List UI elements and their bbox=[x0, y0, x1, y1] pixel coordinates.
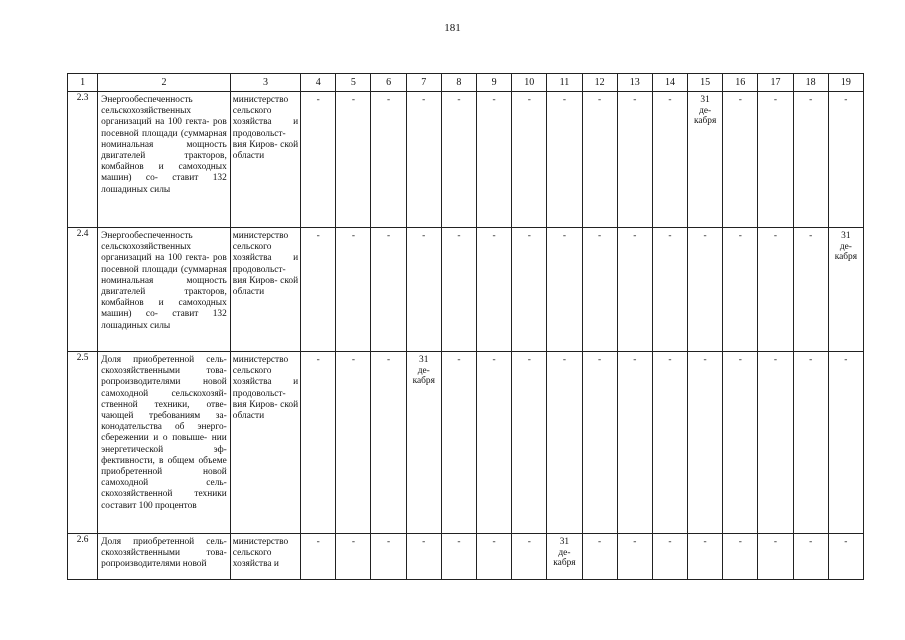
column-header: 16 bbox=[723, 74, 758, 92]
empty-mark: - bbox=[301, 92, 336, 228]
empty-mark: - bbox=[758, 228, 793, 352]
empty-mark: - bbox=[723, 352, 758, 534]
column-header: 19 bbox=[828, 74, 863, 92]
empty-mark: - bbox=[758, 92, 793, 228]
empty-mark: - bbox=[371, 534, 406, 580]
column-header: 10 bbox=[512, 74, 547, 92]
empty-mark: - bbox=[793, 92, 828, 228]
column-header: 1 bbox=[68, 74, 98, 92]
deadline-date-text: 31 де- кабря bbox=[834, 231, 858, 262]
column-header: 7 bbox=[406, 74, 441, 92]
empty-mark: - bbox=[441, 534, 476, 580]
empty-mark: - bbox=[617, 228, 652, 352]
column-header: 18 bbox=[793, 74, 828, 92]
deadline-date-text: 31 де- кабря bbox=[412, 355, 435, 386]
empty-mark: - bbox=[547, 352, 582, 534]
column-header: 9 bbox=[477, 74, 512, 92]
row-responsible: министерство сельского хозяйства и продовольст- вия Киров- ской области bbox=[230, 92, 300, 228]
empty-mark: - bbox=[793, 534, 828, 580]
empty-mark: - bbox=[723, 534, 758, 580]
empty-mark: - bbox=[758, 352, 793, 534]
empty-mark: - bbox=[652, 534, 687, 580]
row-responsible: министерство сельского хозяйства и продовольст- вия Киров- ской области bbox=[230, 352, 300, 534]
column-header: 5 bbox=[336, 74, 371, 92]
row-description: Доля приобретенной сель- скохозяйственными това- ропроизводителями новой bbox=[98, 534, 231, 580]
empty-mark: - bbox=[582, 92, 617, 228]
column-header: 14 bbox=[652, 74, 687, 92]
table-row bbox=[68, 92, 864, 228]
empty-mark: - bbox=[406, 92, 441, 228]
row-number: 2.4 bbox=[68, 228, 98, 352]
table-row bbox=[68, 228, 864, 352]
deadline-date-text: 31 де- кабря bbox=[553, 537, 576, 568]
empty-mark: - bbox=[477, 534, 512, 580]
row-number: 2.6 bbox=[68, 534, 98, 580]
empty-mark: - bbox=[547, 92, 582, 228]
empty-mark: - bbox=[336, 92, 371, 228]
plan-table bbox=[67, 73, 864, 580]
empty-mark: - bbox=[617, 352, 652, 534]
empty-mark: - bbox=[336, 534, 371, 580]
empty-mark: - bbox=[723, 228, 758, 352]
empty-mark: - bbox=[336, 352, 371, 534]
empty-mark: - bbox=[441, 92, 476, 228]
empty-mark: - bbox=[512, 92, 547, 228]
deadline-date bbox=[547, 534, 582, 580]
empty-mark: - bbox=[688, 534, 723, 580]
deadline-date bbox=[406, 352, 441, 534]
empty-mark: - bbox=[512, 352, 547, 534]
empty-mark: - bbox=[758, 534, 793, 580]
empty-mark: - bbox=[477, 352, 512, 534]
empty-mark: - bbox=[688, 228, 723, 352]
deadline-date bbox=[828, 228, 863, 352]
empty-mark: - bbox=[793, 228, 828, 352]
row-responsible: министерство сельского хозяйства и продовольст- вия Киров- ской области bbox=[230, 228, 300, 352]
column-header: 15 bbox=[688, 74, 723, 92]
empty-mark: - bbox=[582, 228, 617, 352]
column-header: 4 bbox=[301, 74, 336, 92]
table-header-row bbox=[68, 74, 864, 92]
empty-mark: - bbox=[582, 534, 617, 580]
empty-mark: - bbox=[512, 534, 547, 580]
table-row bbox=[68, 352, 864, 534]
row-number: 2.5 bbox=[68, 352, 98, 534]
empty-mark: - bbox=[371, 228, 406, 352]
empty-mark: - bbox=[617, 92, 652, 228]
empty-mark: - bbox=[371, 352, 406, 534]
empty-mark: - bbox=[512, 228, 547, 352]
row-description: Доля приобретенной сель- скохозяйственными това- ропроизводителями новой самоходной сельскохозяй- ственной техники, отве- чающей требованиям за- конодательства об энерго- сбережении и о повыше- нии энергетической эф- фективности, в общем объеме приобретенной новой самоходной сель- скохозяйственной техники составит 100 процентов bbox=[98, 352, 231, 534]
empty-mark: - bbox=[441, 228, 476, 352]
row-number: 2.3 bbox=[68, 92, 98, 228]
column-header: 2 bbox=[98, 74, 231, 92]
table-row bbox=[68, 534, 864, 580]
empty-mark: - bbox=[793, 352, 828, 534]
empty-mark: - bbox=[688, 352, 723, 534]
empty-mark: - bbox=[652, 352, 687, 534]
empty-mark: - bbox=[617, 534, 652, 580]
empty-mark: - bbox=[723, 92, 758, 228]
deadline-date-text: 31 де- кабря bbox=[693, 95, 717, 126]
column-header: 17 bbox=[758, 74, 793, 92]
column-header: 11 bbox=[547, 74, 582, 92]
row-responsible: министерство сельского хозяйства и bbox=[230, 534, 300, 580]
empty-mark: - bbox=[652, 228, 687, 352]
column-header: 3 bbox=[230, 74, 300, 92]
empty-mark: - bbox=[828, 352, 863, 534]
row-description: Энергообеспеченность сельскохозяйственных организаций на 100 гекта- ров посевной площади (суммарная номинальная мощность двигателей тракторов, комбайнов и самоходных машин) со- ставит 132 лошадиных силы bbox=[98, 228, 231, 352]
column-header: 13 bbox=[617, 74, 652, 92]
empty-mark: - bbox=[406, 228, 441, 352]
empty-mark: - bbox=[301, 352, 336, 534]
empty-mark: - bbox=[652, 92, 687, 228]
empty-mark: - bbox=[441, 352, 476, 534]
row-description: Энергообеспеченность сельскохозяйственных организаций на 100 гекта- ров посевной площади (суммарная номинальная мощность двигателей тракторов, комбайнов и самоходных машин) со- ставит 132 лошадиных силы bbox=[98, 92, 231, 228]
empty-mark: - bbox=[828, 534, 863, 580]
empty-mark: - bbox=[301, 228, 336, 352]
empty-mark: - bbox=[406, 534, 441, 580]
empty-mark: - bbox=[477, 228, 512, 352]
page-number: 181 bbox=[444, 22, 461, 34]
empty-mark: - bbox=[301, 534, 336, 580]
column-header: 6 bbox=[371, 74, 406, 92]
empty-mark: - bbox=[477, 92, 512, 228]
empty-mark: - bbox=[547, 228, 582, 352]
empty-mark: - bbox=[371, 92, 406, 228]
deadline-date bbox=[688, 92, 723, 228]
empty-mark: - bbox=[828, 92, 863, 228]
empty-mark: - bbox=[336, 228, 371, 352]
empty-mark: - bbox=[582, 352, 617, 534]
column-header: 12 bbox=[582, 74, 617, 92]
column-header: 8 bbox=[441, 74, 476, 92]
